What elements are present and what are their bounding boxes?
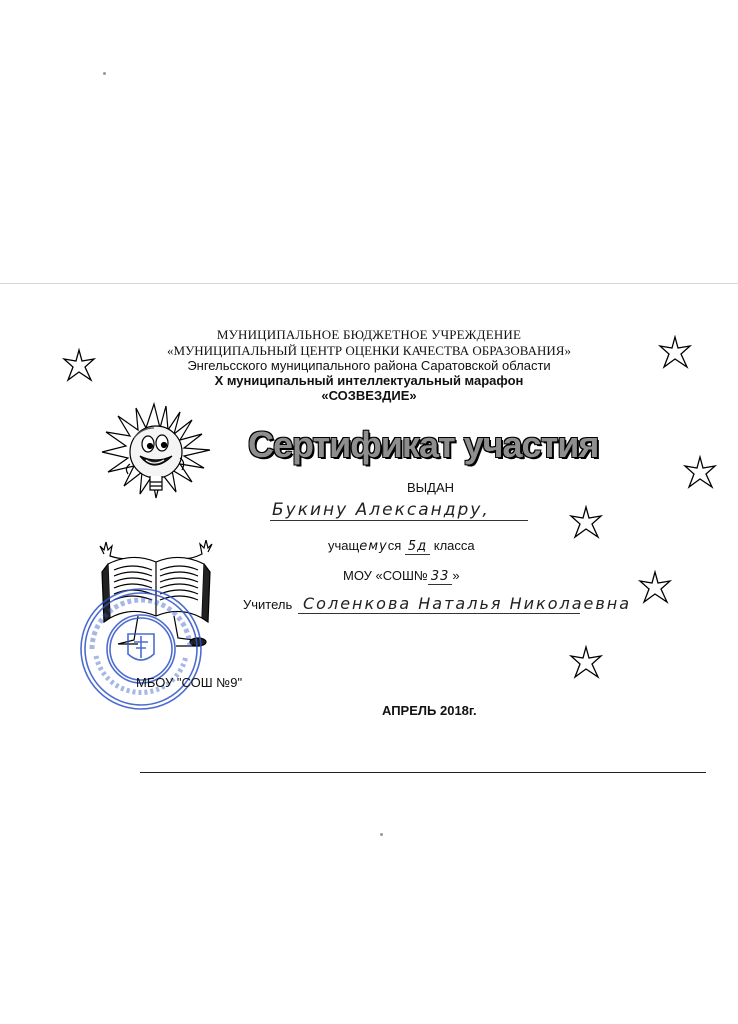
star-icon <box>637 570 673 606</box>
recipient-name-underline <box>270 520 528 521</box>
bottom-rule <box>140 772 706 773</box>
page-fold-line <box>0 283 738 284</box>
school-prefix: МОУ «СОШ№ <box>343 568 428 583</box>
class-prefix: учащ <box>328 538 360 553</box>
scan-speck <box>380 833 383 836</box>
header-line-1: МУНИЦИПАЛЬНОЕ БЮДЖЕТНОЕ УЧРЕЖДЕНИЕ <box>216 327 522 342</box>
certificate-title: Сертификат участия <box>248 424 599 465</box>
teacher-label: Учитель <box>243 597 293 612</box>
class-suffix: класса <box>433 538 475 553</box>
class-handwritten-ending: ему <box>359 539 388 554</box>
class-row <box>328 538 475 554</box>
seal-school-label: МБОУ "СОШ №9" <box>136 675 243 690</box>
recipient-name: Букину Александру, <box>272 500 490 520</box>
header-line-5: «СОЗВЕЗДИЕ» <box>321 388 417 403</box>
star-icon <box>682 455 718 491</box>
class-grade: 5д <box>405 539 430 555</box>
scan-speck <box>103 72 106 75</box>
teacher-name: Соленкова Наталья Николаевна <box>303 594 632 613</box>
certificate-date: АПРЕЛЬ 2018г. <box>382 703 477 718</box>
star-icon <box>568 645 604 681</box>
sun-mascot-illustration <box>94 398 216 502</box>
header-line-2: «МУНИЦИПАЛЬНЫЙ ЦЕНТР ОЦЕНКИ КАЧЕСТВА ОБРАЗОВАНИЯ» <box>167 343 571 358</box>
school-row <box>343 568 460 584</box>
teacher-name-underline <box>298 613 580 614</box>
class-middle: ся <box>387 538 402 553</box>
school-suffix: » <box>452 568 460 583</box>
header-line-4: X муниципальный интеллектуальный марафон <box>214 373 524 388</box>
star-icon <box>568 505 604 541</box>
school-seal-stamp <box>78 586 204 712</box>
star-icon <box>61 348 97 384</box>
header-line-3: Энгельсского муниципального района Саратовской области <box>187 358 551 373</box>
issued-label: ВЫДАН <box>407 480 455 495</box>
star-icon <box>657 335 693 371</box>
school-number: 33 <box>428 569 453 585</box>
